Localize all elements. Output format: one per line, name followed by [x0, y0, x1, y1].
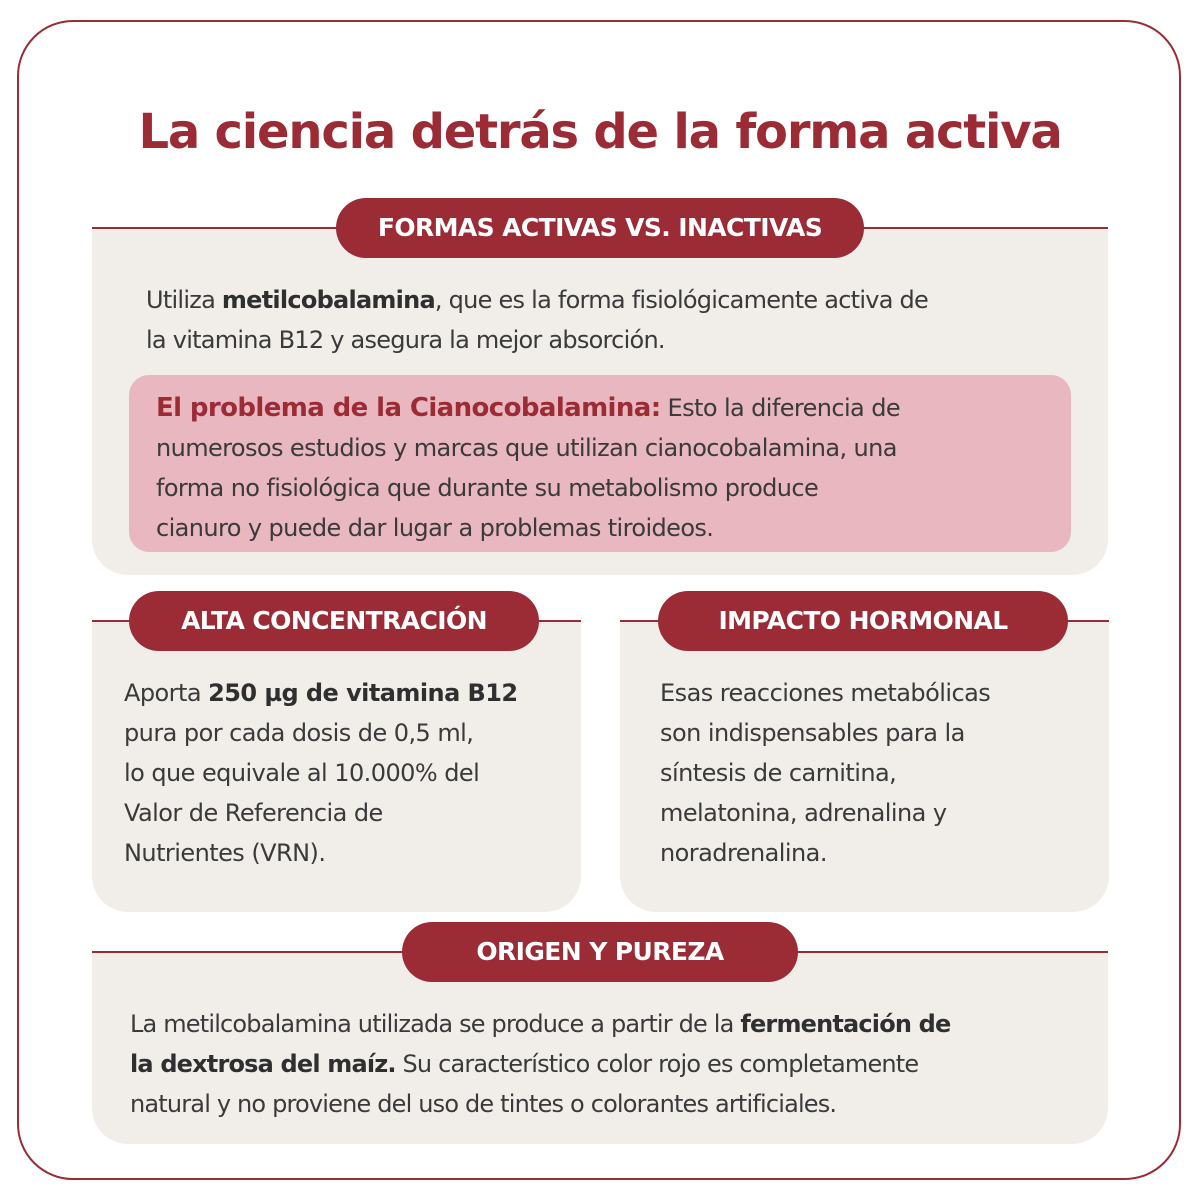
callout-line-1 — [156, 388, 900, 428]
concentracion-body — [124, 673, 518, 873]
origen-line-1 — [130, 1004, 950, 1044]
origen-body — [130, 1004, 950, 1124]
formas-body — [146, 280, 928, 360]
callout-line-1-rest: Esto la diferencia de — [660, 394, 900, 422]
callout-heading: El problema de la Cianocobalamina: — [156, 393, 661, 423]
hormonal-line-1: Esas reacciones metabólicas — [660, 679, 991, 707]
formas-line-1-bold: metilcobalamina — [221, 286, 435, 314]
concentracion-line-2: pura por cada dosis de 0,5 ml, — [124, 719, 474, 747]
callout-text — [156, 388, 900, 548]
section-label-formas: FORMAS ACTIVAS VS. INACTIVAS — [336, 198, 864, 258]
concentracion-line-3: lo que equivale al 10.000% del — [124, 759, 480, 787]
concentracion-line-1-bold: 250 µg de vitamina B12 — [208, 679, 518, 707]
formas-line-2: la vitamina B12 y asegura la mejor absorción. — [146, 326, 665, 354]
hormonal-line-3: síntesis de carnitina, — [660, 759, 897, 787]
concentracion-line-1-pre: Aporta — [124, 679, 209, 707]
hormonal-line-5: noradrenalina. — [660, 839, 827, 867]
concentracion-line-4: Valor de Referencia de — [124, 799, 383, 827]
hormonal-body — [660, 673, 990, 873]
section-label-origen: ORIGEN Y PUREZA — [402, 922, 798, 982]
section-label-concentracion: ALTA CONCENTRACIÓN — [129, 591, 539, 651]
origen-line-2 — [130, 1044, 950, 1084]
concentracion-line-5: Nutrientes (VRN). — [124, 839, 326, 867]
formas-line-1-pre: Utiliza — [146, 286, 222, 314]
section-label-hormonal: IMPACTO HORMONAL — [658, 591, 1068, 651]
hormonal-line-4: melatonina, adrenalina y — [660, 799, 947, 827]
origen-line-1-pre: La metilcobalamina utilizada se produce a partir de la — [130, 1010, 741, 1038]
origen-line-2-bold: la dextrosa del maíz. — [130, 1050, 396, 1078]
callout-line-2: numerosos estudios y marcas que utilizan cianocobalamina, una — [156, 434, 897, 462]
concentracion-line-1 — [124, 673, 518, 713]
callout-line-4: cianuro y puede dar lugar a problemas tiroideos. — [156, 514, 714, 542]
origen-line-1-bold: fermentación de — [740, 1010, 951, 1038]
hormonal-line-2: son indispensables para la — [660, 719, 965, 747]
callout-line-3: forma no fisiológica que durante su metabolismo produce — [156, 474, 819, 502]
page-title: La ciencia detrás de la forma activa — [138, 104, 1062, 160]
origen-line-2-post: Su característico color rojo es completamente — [395, 1050, 919, 1078]
formas-line-1 — [146, 280, 928, 320]
origen-line-3: natural y no proviene del uso de tintes o colorantes artificiales. — [130, 1090, 837, 1118]
formas-line-1-post: , que es la forma fisiológicamente activa de — [434, 286, 929, 314]
